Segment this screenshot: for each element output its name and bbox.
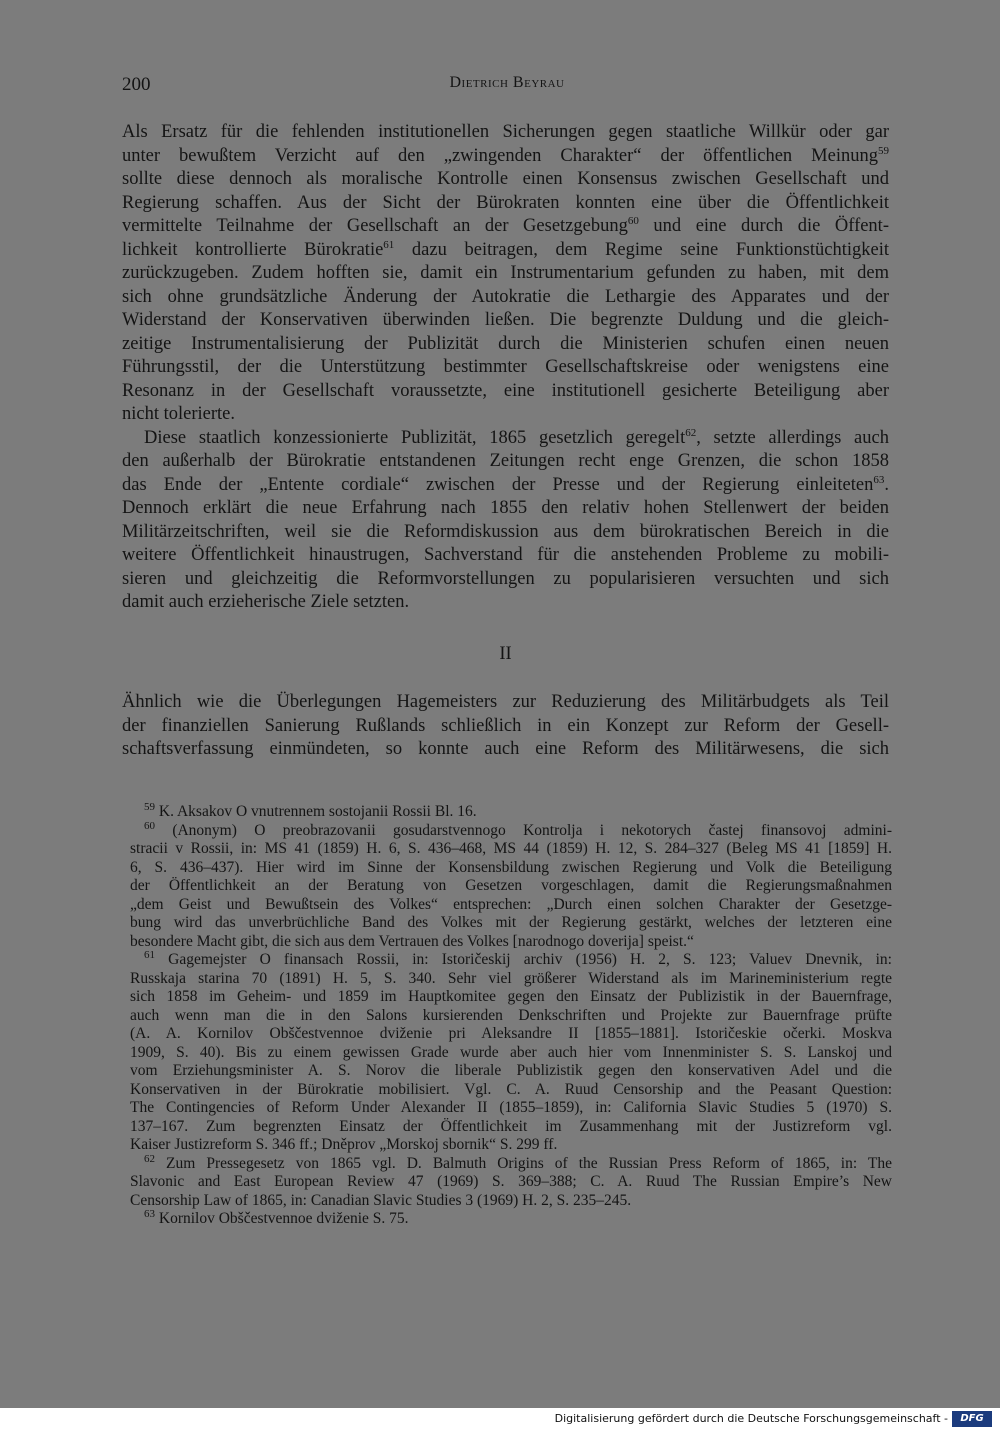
text-line: Dennoch erklärt die neue Erfahrung nach 1855 den relativ hohen Stellenwert der beiden xyxy=(122,498,889,518)
footnote-number: 59 xyxy=(144,803,155,813)
footnote-line: Konservativen in der Bürokratie mobilisiert. Vgl. C. A. Ruud Censorship and the Peasant Question: xyxy=(130,1080,892,1098)
text-line: Diese staatlich konzessionierte Publizität, 1865 gesetzlich geregelt$^{62}$, setzte allerdings auch xyxy=(144,426,889,448)
text-line: damit auch erzieherische Ziele setzten. xyxy=(122,592,410,612)
footnote-line: „dem Geist und Bewußtsein des Volkes“ entsprechen: „Durch einen solchen Charakter der Gesetzge- xyxy=(130,895,892,913)
text-line: zeitige Instrumentalisierung der Publizität durch die Ministerien schufen einen neuen xyxy=(122,333,889,354)
footnotes xyxy=(130,803,892,1229)
footnote-59 xyxy=(130,803,892,822)
text-line: schaftsverfassung einmündeten, so konnte auch eine Reform des Militärwesens, die sich xyxy=(122,739,889,759)
text-line: Ähnlich wie die Überlegungen Hagemeisters zur Reduzierung des Militärbudgets als Teil xyxy=(122,692,889,712)
body-text xyxy=(122,121,889,615)
footnote-line: $^{62}$ Zum Pressegesetz von 1865 vgl. D. Balmuth Origins of the Russian Press Reform of 1865, in: The xyxy=(130,1155,892,1174)
paragraph-2 xyxy=(122,427,889,615)
footnote-line: Russkaja starina 70 (1891) H. 5, S. 340. Sehr viel größerer Widerstand als im Marineministerium regte xyxy=(130,969,892,987)
footnote-line: stracii v Rossii, in: MS 41 (1859) H. 6, S. 436–468, MS 44 (1859) H. 12, S. 284–327 (Beleg MS 41 [1859] H. xyxy=(130,840,892,857)
credit-bar xyxy=(0,1408,1000,1431)
footnote-line: der Öffentlichkeit an der Beratung von Gesetzen vorgeschlagen, damit die Regierungsmaßnahmen xyxy=(130,877,892,894)
section-text xyxy=(122,691,889,762)
text-line: Militärzeitschriften, weil sie die Reformdiskussion aus dem bürokratischen Bereich in die xyxy=(122,521,889,542)
footnote-line: 137–167. Zum begrenzten Einsatz der Öffentlichkeit im Zusammenhang mit der Justizreform vgl. xyxy=(130,1117,892,1135)
paragraph-3 xyxy=(122,691,889,762)
footnote-line: auch wenn man die in den Salons kursierenden Denkschriften und Projekte zur Bauernfrage prüfte xyxy=(130,1006,892,1024)
footnote-ref[interactable]: 61 xyxy=(383,238,395,251)
text-line: nicht tolerierte. xyxy=(122,404,236,424)
running-head xyxy=(122,74,892,100)
text-line: vermittelte Teilnahme der Gesellschaft an der Gesetzgebung$^{60}$ und eine durch die Öffent- xyxy=(122,215,889,236)
text-line: Regierung schaffen. Aus der Sicht der Bürokraten konnten eine über die Öffentlichkeit xyxy=(122,192,889,213)
text-line: Resonanz in der Gesellschaft voraussetzte, eine institutionell gesicherte Beteiligung aber xyxy=(122,380,889,401)
footnote-line: Slavonic and East European Review 47 (1969) S. 369–388; C. A. Ruud The Russian Empire’s New xyxy=(130,1173,892,1190)
footnote-line: bung wird das unverbrüchliche Band des Volkes mit der Regierung gestärkt, welches der letzteren eine xyxy=(130,914,892,931)
footnote-ref[interactable]: 63 xyxy=(873,473,885,486)
footnote-line: besondere Macht gibt, die sich aus dem Vertrauen des Volkes [narodnogo doverija] speist.“ xyxy=(130,932,694,950)
footnote-line: vom Erziehungsminister A. S. Norov die liberale Publizistik gegen den konservativen Adel und die xyxy=(130,1062,892,1079)
text-line: unter bewußtem Verzicht auf den „zwingenden Charakter“ der öffentlichen Meinung$^{59}$ xyxy=(122,144,889,166)
footnote-ref[interactable]: 60 xyxy=(627,215,639,227)
text-line: lichkeit kontrollierte Bürokratie$^{61}$ dazu beitragen, dem Regime seine Funktionstüchtigkeit xyxy=(122,238,889,260)
footnote-number: 61 xyxy=(144,951,155,961)
footnote-62 xyxy=(130,1155,892,1211)
footnote-line: 1909, S. 40). Bis zu einem gewissen Grade wurde aber auch hier vom Innenminister S. S. Lanskoj und xyxy=(130,1043,892,1061)
credit-text: Digitalisierung gefördert durch die Deutsche Forschungsgemeinschaft - xyxy=(554,1412,948,1425)
page-number: 200 xyxy=(122,74,151,95)
section-heading: II xyxy=(499,644,512,664)
text-line: sollte diese dennoch als moralische Kontrolle einen Konsensus zwischen Gesellschaft und xyxy=(122,169,889,189)
text-line: weitere Öffentlichkeit hinaustrugen, Sachverstand für die anstehenden Probleme zu mobili- xyxy=(122,545,889,565)
footnote-line: $^{60}$ (Anonym) O preobrazovanii gosudarstvennogo Kontrolja i nekotorych častej finansovoj admini- xyxy=(130,822,892,841)
footnote-number: 60 xyxy=(144,821,155,832)
text-line: Führungsstil, der die Unterstützung bestimmter Gesellschaftskreise oder wenigstens eine xyxy=(122,357,889,377)
footnote-60 xyxy=(130,822,892,952)
text-line: Widerstand der Konservativen überwinden ließen. Die begrenzte Duldung und die gleich- xyxy=(122,310,889,330)
footnote-61 xyxy=(130,951,892,1155)
text-line: sich ohne grundsätzliche Änderung der Autokratie die Lethargie des Apparates und der xyxy=(122,286,889,307)
text-line: das Ende der „Entente cordiale“ zwischen der Presse und der Regierung einleiteten$^{63}$. xyxy=(122,473,889,495)
footnote-line: (A. A. Kornilov Obščestvennoe dviženie pri Aleksandre II [1855–1881]. Istoričeskie očerki. Moskva xyxy=(130,1025,892,1042)
running-title: Dietrich Beyrau xyxy=(449,74,565,91)
paragraph-1 xyxy=(122,121,889,427)
text-line: Als Ersatz für die fehlenden institutionellen Sicherungen gegen staatliche Willkür oder gar xyxy=(122,122,889,142)
footnote-line: sich 1858 im Geheim- und 1859 im Hauptkomitee gegen den Einsatz der Publizistik in der Bauernfrage, xyxy=(130,988,892,1005)
footnote-ref[interactable]: 62 xyxy=(685,426,697,439)
footnote-line: $^{61}$ Gagemejster O finansach Rossii, in: Istoričeskij archiv (1956) H. 2, S. 123; Valuev Dnevnik, in: xyxy=(130,951,892,970)
text-line: der finanziellen Sanierung Rußlands schließlich in ein Konzept zur Reform der Gesell- xyxy=(122,715,889,736)
footnote-line: The Contingencies of Reform Under Alexander II (1855–1859), in: California Slavic Studies 5 (1970) S. xyxy=(130,1099,892,1116)
text-line: zurückzugeben. Zudem hofften sie, damit ein Instrumentarium gefunden zu haben, mit dem xyxy=(122,263,889,283)
footnote-63 xyxy=(130,1210,892,1229)
footnote-line: $^{59}$ K. Aksakov O vnutrennem sostojanii Rossii Bl. 16. xyxy=(130,803,892,822)
footnote-number: 63 xyxy=(144,1210,155,1220)
text-line: den außerhalb der Bürokratie entstandenen Zeitungen recht enge Grenzen, die schon 1858 xyxy=(122,451,889,471)
footnote-number: 62 xyxy=(144,1154,155,1165)
footnote-line: Kaiser Justizreform S. 346 ff.; Dněprov „Morskoj sbornik“ S. 299 ff. xyxy=(130,1136,558,1153)
footnote-ref[interactable]: 59 xyxy=(878,144,889,157)
footnote-line: 6, S. 436–437). Hier wird im Sinne der Konsensbildung zwischen Regierung und Volk die Beteiligung xyxy=(130,858,892,876)
dfg-logo: DFG xyxy=(952,1411,992,1427)
footnote-line: $^{63}$ Kornilov Obščestvennoe dviženie S. 75. xyxy=(130,1210,892,1229)
footnote-line: Censorship Law of 1865, in: Canadian Slavic Studies 3 (1969) H. 2, S. 235–245. xyxy=(130,1191,632,1209)
text-line: sieren und gleichzeitig die Reformvorstellungen zu popularisieren versuchten und sich xyxy=(122,568,889,589)
